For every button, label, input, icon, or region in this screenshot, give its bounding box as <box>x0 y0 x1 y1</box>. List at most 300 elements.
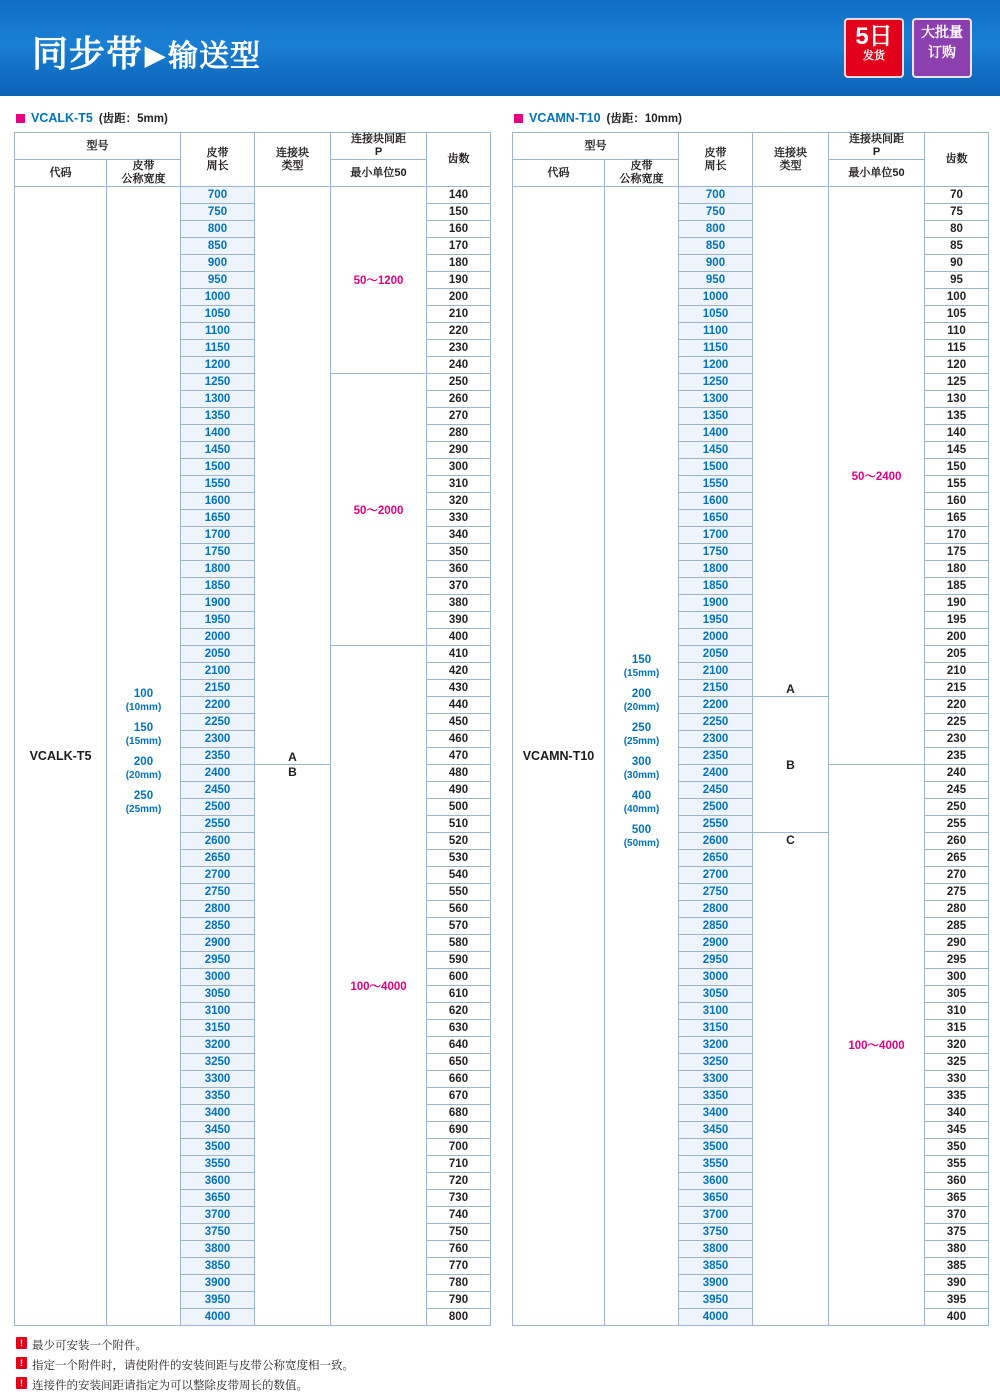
footnote-text: 最少可安装一个附件。 <box>32 1340 147 1352</box>
header-connector-pitch-l2: P <box>872 146 881 158</box>
cell-teeth-count: 175 <box>925 544 989 561</box>
cell-teeth-count: 370 <box>427 578 491 595</box>
header-connector-type <box>255 133 331 187</box>
cell-teeth-count: 205 <box>925 646 989 663</box>
cell-teeth-count: 115 <box>925 340 989 357</box>
cell-teeth-count: 265 <box>925 850 989 867</box>
cell-belt-length: 4000 <box>679 1309 753 1326</box>
cell-teeth-count: 390 <box>427 612 491 629</box>
belt-width-mm: (20mm) <box>623 702 660 713</box>
cell-belt-length: 3700 <box>679 1207 753 1224</box>
cell-belt-length: 1700 <box>679 527 753 544</box>
cell-teeth-count: 790 <box>427 1292 491 1309</box>
cell-teeth-count: 180 <box>925 561 989 578</box>
cell-belt-length: 1500 <box>679 459 753 476</box>
cell-belt-length: 1000 <box>181 289 255 306</box>
cell-belt-length: 3150 <box>679 1020 753 1037</box>
cell-teeth-count: 650 <box>427 1054 491 1071</box>
cell-teeth-count: 295 <box>925 952 989 969</box>
cell-belt-length: 1250 <box>679 374 753 391</box>
cell-belt-length: 2800 <box>181 901 255 918</box>
cell-teeth-count: 290 <box>427 442 491 459</box>
cell-teeth-count: 600 <box>427 969 491 986</box>
header-belt-length <box>679 133 753 187</box>
cell-teeth-count: 140 <box>427 187 491 204</box>
cell-teeth-count: 120 <box>925 357 989 374</box>
cell-belt-length: 3950 <box>181 1292 255 1309</box>
cell-teeth-count: 300 <box>925 969 989 986</box>
cell-belt-length: 3500 <box>181 1139 255 1156</box>
cell-teeth-count: 240 <box>925 765 989 782</box>
cell-belt-length: 2300 <box>181 731 255 748</box>
cell-belt-length: 700 <box>679 187 753 204</box>
note-mark-icon: ! <box>16 1357 27 1369</box>
cell-belt-length: 2650 <box>679 850 753 867</box>
cell-connector-type: B <box>255 765 331 1326</box>
cell-teeth-count: 400 <box>427 629 491 646</box>
cell-belt-length: 3450 <box>181 1122 255 1139</box>
badge-bulk-line1: 大批量 <box>921 24 963 40</box>
cell-belt-length: 3300 <box>679 1071 753 1088</box>
cell-belt-length: 3900 <box>181 1275 255 1292</box>
cell-belt-length: 2950 <box>679 952 753 969</box>
cell-belt-length: 3100 <box>679 1003 753 1020</box>
cell-teeth-count: 220 <box>925 697 989 714</box>
cell-belt-length: 2500 <box>181 799 255 816</box>
cell-teeth-count: 280 <box>427 425 491 442</box>
cell-teeth-count: 315 <box>925 1020 989 1037</box>
cell-teeth-count: 420 <box>427 663 491 680</box>
cell-teeth-count: 230 <box>427 340 491 357</box>
cell-teeth-count: 155 <box>925 476 989 493</box>
cell-teeth-count: 325 <box>925 1054 989 1071</box>
cell-model-code: VCAMN-T10 <box>513 187 605 1326</box>
cell-teeth-count: 480 <box>427 765 491 782</box>
cell-teeth-count: 210 <box>925 663 989 680</box>
cell-belt-length: 1550 <box>679 476 753 493</box>
cell-belt-length: 1750 <box>679 544 753 561</box>
cell-belt-length: 1800 <box>679 561 753 578</box>
cell-teeth-count: 580 <box>427 935 491 952</box>
cell-teeth-count: 385 <box>925 1258 989 1275</box>
cell-belt-length: 3300 <box>181 1071 255 1088</box>
cell-teeth-count: 380 <box>427 595 491 612</box>
table-block-vcalk-t5 <box>14 96 490 1326</box>
cell-belt-length: 4000 <box>181 1309 255 1326</box>
cell-belt-length: 3400 <box>181 1105 255 1122</box>
cell-belt-length: 3400 <box>679 1105 753 1122</box>
cell-belt-length: 2350 <box>679 748 753 765</box>
cell-belt-length: 2650 <box>181 850 255 867</box>
cell-teeth-count: 355 <box>925 1156 989 1173</box>
cell-belt-length: 1100 <box>181 323 255 340</box>
belt-width-mm: (25mm) <box>623 736 660 747</box>
cell-connector-pitch: 50～2400 <box>829 187 925 765</box>
cell-belt-length: 3650 <box>181 1190 255 1207</box>
cell-belt-length: 1900 <box>181 595 255 612</box>
table-title-note: (齿距：10mm) <box>606 113 682 125</box>
cell-teeth-count: 310 <box>925 1003 989 1020</box>
cell-belt-length: 3850 <box>181 1258 255 1275</box>
cell-teeth-count: 235 <box>925 748 989 765</box>
cell-belt-length: 3800 <box>181 1241 255 1258</box>
cell-teeth-count: 365 <box>925 1190 989 1207</box>
cell-teeth-count: 215 <box>925 680 989 697</box>
footnotes <box>16 1337 976 1397</box>
cell-teeth-count: 630 <box>427 1020 491 1037</box>
table-title-note: (齿距：5mm) <box>98 113 168 125</box>
cell-teeth-count: 145 <box>925 442 989 459</box>
cell-belt-length: 2150 <box>181 680 255 697</box>
header-belt-width <box>107 160 181 187</box>
cell-belt-length: 2600 <box>679 833 753 850</box>
cell-belt-length: 750 <box>181 204 255 221</box>
cell-belt-length: 1850 <box>181 578 255 595</box>
cell-teeth-count: 70 <box>925 187 989 204</box>
cell-belt-length: 2600 <box>181 833 255 850</box>
cell-teeth-count: 190 <box>925 595 989 612</box>
cell-teeth-count: 270 <box>427 408 491 425</box>
spec-table-body-vcalk-t5 <box>15 187 491 1326</box>
cell-belt-length: 1950 <box>679 612 753 629</box>
belt-width-value: 400 <box>631 790 652 802</box>
header-belt-length <box>181 133 255 187</box>
cell-belt-widths <box>605 187 679 1326</box>
cell-belt-length: 1550 <box>181 476 255 493</box>
cell-teeth-count: 350 <box>925 1139 989 1156</box>
cell-belt-length: 1600 <box>679 493 753 510</box>
cell-belt-length: 3750 <box>181 1224 255 1241</box>
cell-teeth-count: 430 <box>427 680 491 697</box>
cell-teeth-count: 570 <box>427 918 491 935</box>
cell-teeth-count: 620 <box>427 1003 491 1020</box>
header-belt-width-l2: 公称宽度 <box>121 173 166 185</box>
cell-teeth-count: 350 <box>427 544 491 561</box>
table-title-code: VCAMN-T10 <box>529 111 601 125</box>
cell-teeth-count: 110 <box>925 323 989 340</box>
header-belt-width-l2: 公称宽度 <box>619 173 664 185</box>
cell-belt-length: 2900 <box>181 935 255 952</box>
cell-teeth-count: 125 <box>925 374 989 391</box>
cell-teeth-count: 450 <box>427 714 491 731</box>
cell-belt-length: 2550 <box>679 816 753 833</box>
cell-belt-length: 3200 <box>679 1037 753 1054</box>
footnote-item <box>16 1357 976 1373</box>
cell-connector-type: A <box>255 187 331 765</box>
cell-belt-length: 3600 <box>679 1173 753 1190</box>
cell-teeth-count: 680 <box>427 1105 491 1122</box>
belt-width-mm: (25mm) <box>125 804 162 815</box>
cell-belt-length: 1650 <box>679 510 753 527</box>
cell-teeth-count: 780 <box>427 1275 491 1292</box>
cell-teeth-count: 400 <box>925 1309 989 1326</box>
bullet-square-icon <box>16 114 25 123</box>
cell-teeth-count: 690 <box>427 1122 491 1139</box>
cell-belt-length: 2800 <box>679 901 753 918</box>
cell-belt-length: 900 <box>679 255 753 272</box>
cell-teeth-count: 180 <box>427 255 491 272</box>
cell-belt-length: 950 <box>181 272 255 289</box>
belt-width-value: 250 <box>631 722 652 734</box>
cell-belt-length: 2100 <box>181 663 255 680</box>
cell-teeth-count: 340 <box>925 1105 989 1122</box>
table-row <box>513 187 989 204</box>
belt-width-mm: (50mm) <box>623 838 660 849</box>
header-connector-pitch-l2: P <box>374 146 383 158</box>
cell-belt-length: 1850 <box>679 578 753 595</box>
page-title-sub: 输送型 <box>168 40 262 73</box>
cell-connector-pitch: 100～4000 <box>829 765 925 1326</box>
belt-width-value: 150 <box>133 722 154 734</box>
cell-belt-length: 2100 <box>679 663 753 680</box>
cell-belt-length: 2850 <box>181 918 255 935</box>
footnote-text: 指定一个附件时，请使附件的安装间距与皮带公称宽度相一致。 <box>32 1360 354 1372</box>
cell-teeth-count: 185 <box>925 578 989 595</box>
header-model-group: 型号 <box>15 133 181 160</box>
cell-belt-length: 3600 <box>181 1173 255 1190</box>
cell-teeth-count: 460 <box>427 731 491 748</box>
header-teeth: 齿数 <box>925 133 989 187</box>
cell-belt-length: 3550 <box>181 1156 255 1173</box>
cell-connector-type: C <box>753 833 829 1326</box>
cell-teeth-count: 730 <box>427 1190 491 1207</box>
cell-teeth-count: 220 <box>427 323 491 340</box>
spec-tables-area <box>0 96 1000 1326</box>
cell-teeth-count: 440 <box>427 697 491 714</box>
header-model-group: 型号 <box>513 133 679 160</box>
header-belt-width-l1: 皮带 <box>630 160 653 172</box>
cell-belt-length: 2400 <box>679 765 753 782</box>
header-pitch-min-unit: 最小单位50 <box>331 160 427 187</box>
cell-teeth-count: 305 <box>925 986 989 1003</box>
cell-belt-length: 2300 <box>679 731 753 748</box>
cell-belt-length: 1450 <box>679 442 753 459</box>
cell-teeth-count: 195 <box>925 612 989 629</box>
cell-belt-length: 3000 <box>679 969 753 986</box>
cell-belt-length: 1300 <box>181 391 255 408</box>
cell-teeth-count: 200 <box>925 629 989 646</box>
header-connector-pitch-l1: 连接块间距 <box>351 133 406 145</box>
cell-teeth-count: 500 <box>427 799 491 816</box>
cell-belt-length: 3050 <box>181 986 255 1003</box>
cell-teeth-count: 245 <box>925 782 989 799</box>
cell-teeth-count: 670 <box>427 1088 491 1105</box>
cell-teeth-count: 260 <box>427 391 491 408</box>
cell-belt-length: 2200 <box>181 697 255 714</box>
cell-belt-length: 2700 <box>181 867 255 884</box>
cell-teeth-count: 170 <box>427 238 491 255</box>
cell-belt-length: 3100 <box>181 1003 255 1020</box>
cell-belt-length: 2700 <box>679 867 753 884</box>
belt-width-value: 200 <box>133 756 154 768</box>
cell-connector-pitch: 100～4000 <box>331 646 427 1326</box>
cell-belt-length: 3900 <box>679 1275 753 1292</box>
badge-5day-shipping <box>844 18 904 78</box>
cell-belt-length: 3750 <box>679 1224 753 1241</box>
cell-belt-length: 2450 <box>181 782 255 799</box>
cell-teeth-count: 375 <box>925 1224 989 1241</box>
cell-belt-length: 2050 <box>679 646 753 663</box>
cell-belt-length: 3200 <box>181 1037 255 1054</box>
cell-teeth-count: 140 <box>925 425 989 442</box>
cell-teeth-count: 520 <box>427 833 491 850</box>
cell-belt-length: 2750 <box>679 884 753 901</box>
header-connector-type-l2: 类型 <box>281 159 304 172</box>
cell-teeth-count: 210 <box>427 306 491 323</box>
cell-belt-length: 2200 <box>679 697 753 714</box>
belt-width-mm: (30mm) <box>623 770 660 781</box>
cell-teeth-count: 330 <box>925 1071 989 1088</box>
cell-belt-length: 3500 <box>679 1139 753 1156</box>
footnote-item <box>16 1337 976 1353</box>
cell-teeth-count: 160 <box>925 493 989 510</box>
belt-width-value: 250 <box>133 790 154 802</box>
cell-belt-length: 3350 <box>181 1088 255 1105</box>
cell-teeth-count: 740 <box>427 1207 491 1224</box>
cell-belt-length: 3250 <box>181 1054 255 1071</box>
header-connector-pitch <box>331 133 427 160</box>
belt-width-mm: (10mm) <box>125 702 162 713</box>
belt-width-value: 150 <box>631 654 652 666</box>
cell-belt-length: 1350 <box>679 408 753 425</box>
cell-teeth-count: 720 <box>427 1173 491 1190</box>
cell-teeth-count: 95 <box>925 272 989 289</box>
belt-width-value: 300 <box>631 756 652 768</box>
cell-belt-length: 2250 <box>181 714 255 731</box>
header-connector-type-l1: 连接块 <box>774 146 807 159</box>
cell-teeth-count: 410 <box>427 646 491 663</box>
header-belt-width <box>605 160 679 187</box>
cell-belt-length: 1800 <box>181 561 255 578</box>
header-code: 代码 <box>15 160 107 187</box>
cell-belt-length: 3700 <box>181 1207 255 1224</box>
cell-belt-length: 800 <box>679 221 753 238</box>
cell-belt-length: 1600 <box>181 493 255 510</box>
cell-teeth-count: 640 <box>427 1037 491 1054</box>
note-mark-icon: ! <box>16 1377 27 1389</box>
cell-belt-length: 850 <box>679 238 753 255</box>
badge-bulk-order <box>912 18 972 78</box>
cell-teeth-count: 320 <box>925 1037 989 1054</box>
cell-belt-length: 1500 <box>181 459 255 476</box>
cell-teeth-count: 75 <box>925 204 989 221</box>
cell-teeth-count: 335 <box>925 1088 989 1105</box>
cell-teeth-count: 310 <box>427 476 491 493</box>
cell-belt-length: 3800 <box>679 1241 753 1258</box>
cell-belt-length: 800 <box>181 221 255 238</box>
cell-belt-length: 1750 <box>181 544 255 561</box>
cell-belt-length: 1200 <box>181 357 255 374</box>
cell-teeth-count: 100 <box>925 289 989 306</box>
cell-belt-length: 2000 <box>181 629 255 646</box>
footnote-item <box>16 1377 976 1393</box>
cell-teeth-count: 560 <box>427 901 491 918</box>
cell-belt-length: 1700 <box>181 527 255 544</box>
cell-belt-length: 2150 <box>679 680 753 697</box>
cell-teeth-count: 255 <box>925 816 989 833</box>
cell-belt-length: 700 <box>181 187 255 204</box>
cell-teeth-count: 190 <box>427 272 491 289</box>
cell-belt-length: 1050 <box>679 306 753 323</box>
cell-connector-pitch: 50～2000 <box>331 374 427 646</box>
cell-belt-length: 2850 <box>679 918 753 935</box>
belt-width-value: 500 <box>631 824 652 836</box>
header-badges <box>844 18 972 78</box>
header-belt-length-l1: 皮带 <box>206 146 229 159</box>
header-code: 代码 <box>513 160 605 187</box>
cell-belt-length: 1450 <box>181 442 255 459</box>
cell-teeth-count: 250 <box>925 799 989 816</box>
cell-belt-length: 3150 <box>181 1020 255 1037</box>
cell-teeth-count: 750 <box>427 1224 491 1241</box>
cell-teeth-count: 200 <box>427 289 491 306</box>
cell-belt-length: 1400 <box>181 425 255 442</box>
cell-belt-length: 1050 <box>181 306 255 323</box>
cell-teeth-count: 700 <box>427 1139 491 1156</box>
cell-belt-length: 1200 <box>679 357 753 374</box>
cell-belt-length: 3350 <box>679 1088 753 1105</box>
cell-teeth-count: 390 <box>925 1275 989 1292</box>
cell-belt-length: 1000 <box>679 289 753 306</box>
cell-teeth-count: 240 <box>427 357 491 374</box>
cell-connector-type: B <box>753 697 829 833</box>
cell-belt-length: 3850 <box>679 1258 753 1275</box>
header-connector-pitch-l1: 连接块间距 <box>849 133 904 145</box>
header-teeth: 齿数 <box>427 133 491 187</box>
cell-teeth-count: 770 <box>427 1258 491 1275</box>
cell-teeth-count: 170 <box>925 527 989 544</box>
page-title-main: 同步带 <box>32 33 144 74</box>
cell-teeth-count: 660 <box>427 1071 491 1088</box>
cell-teeth-count: 380 <box>925 1241 989 1258</box>
cell-teeth-count: 165 <box>925 510 989 527</box>
header-connector-pitch <box>829 133 925 160</box>
cell-belt-length: 2000 <box>679 629 753 646</box>
page-header-banner <box>0 0 1000 96</box>
cell-belt-widths <box>107 187 181 1326</box>
cell-teeth-count: 470 <box>427 748 491 765</box>
cell-teeth-count: 590 <box>427 952 491 969</box>
cell-belt-length: 2400 <box>181 765 255 782</box>
cell-teeth-count: 290 <box>925 935 989 952</box>
cell-belt-length: 1150 <box>181 340 255 357</box>
table-title-vcalk-t5 <box>16 110 490 126</box>
header-belt-length-l2: 周长 <box>206 159 229 172</box>
cell-teeth-count: 275 <box>925 884 989 901</box>
cell-teeth-count: 490 <box>427 782 491 799</box>
footnote-text: 连接件的安装间距请指定为可以整除皮带周长的数值。 <box>32 1380 308 1392</box>
page-title <box>32 26 261 77</box>
cell-belt-length: 750 <box>679 204 753 221</box>
header-belt-width-l1: 皮带 <box>132 160 155 172</box>
badge-5day-main: 5日 <box>855 23 893 50</box>
cell-belt-length: 2550 <box>181 816 255 833</box>
cell-belt-length: 2900 <box>679 935 753 952</box>
cell-teeth-count: 225 <box>925 714 989 731</box>
cell-belt-length: 2450 <box>679 782 753 799</box>
cell-teeth-count: 330 <box>427 510 491 527</box>
cell-teeth-count: 370 <box>925 1207 989 1224</box>
cell-teeth-count: 610 <box>427 986 491 1003</box>
cell-teeth-count: 320 <box>427 493 491 510</box>
header-belt-length-l1: 皮带 <box>704 146 727 159</box>
belt-width-value: 100 <box>133 688 154 700</box>
cell-belt-length: 1400 <box>679 425 753 442</box>
belt-width-mm: (15mm) <box>125 736 162 747</box>
badge-5day-sub: 发货 <box>863 50 885 62</box>
cell-teeth-count: 530 <box>427 850 491 867</box>
cell-belt-length: 3950 <box>679 1292 753 1309</box>
